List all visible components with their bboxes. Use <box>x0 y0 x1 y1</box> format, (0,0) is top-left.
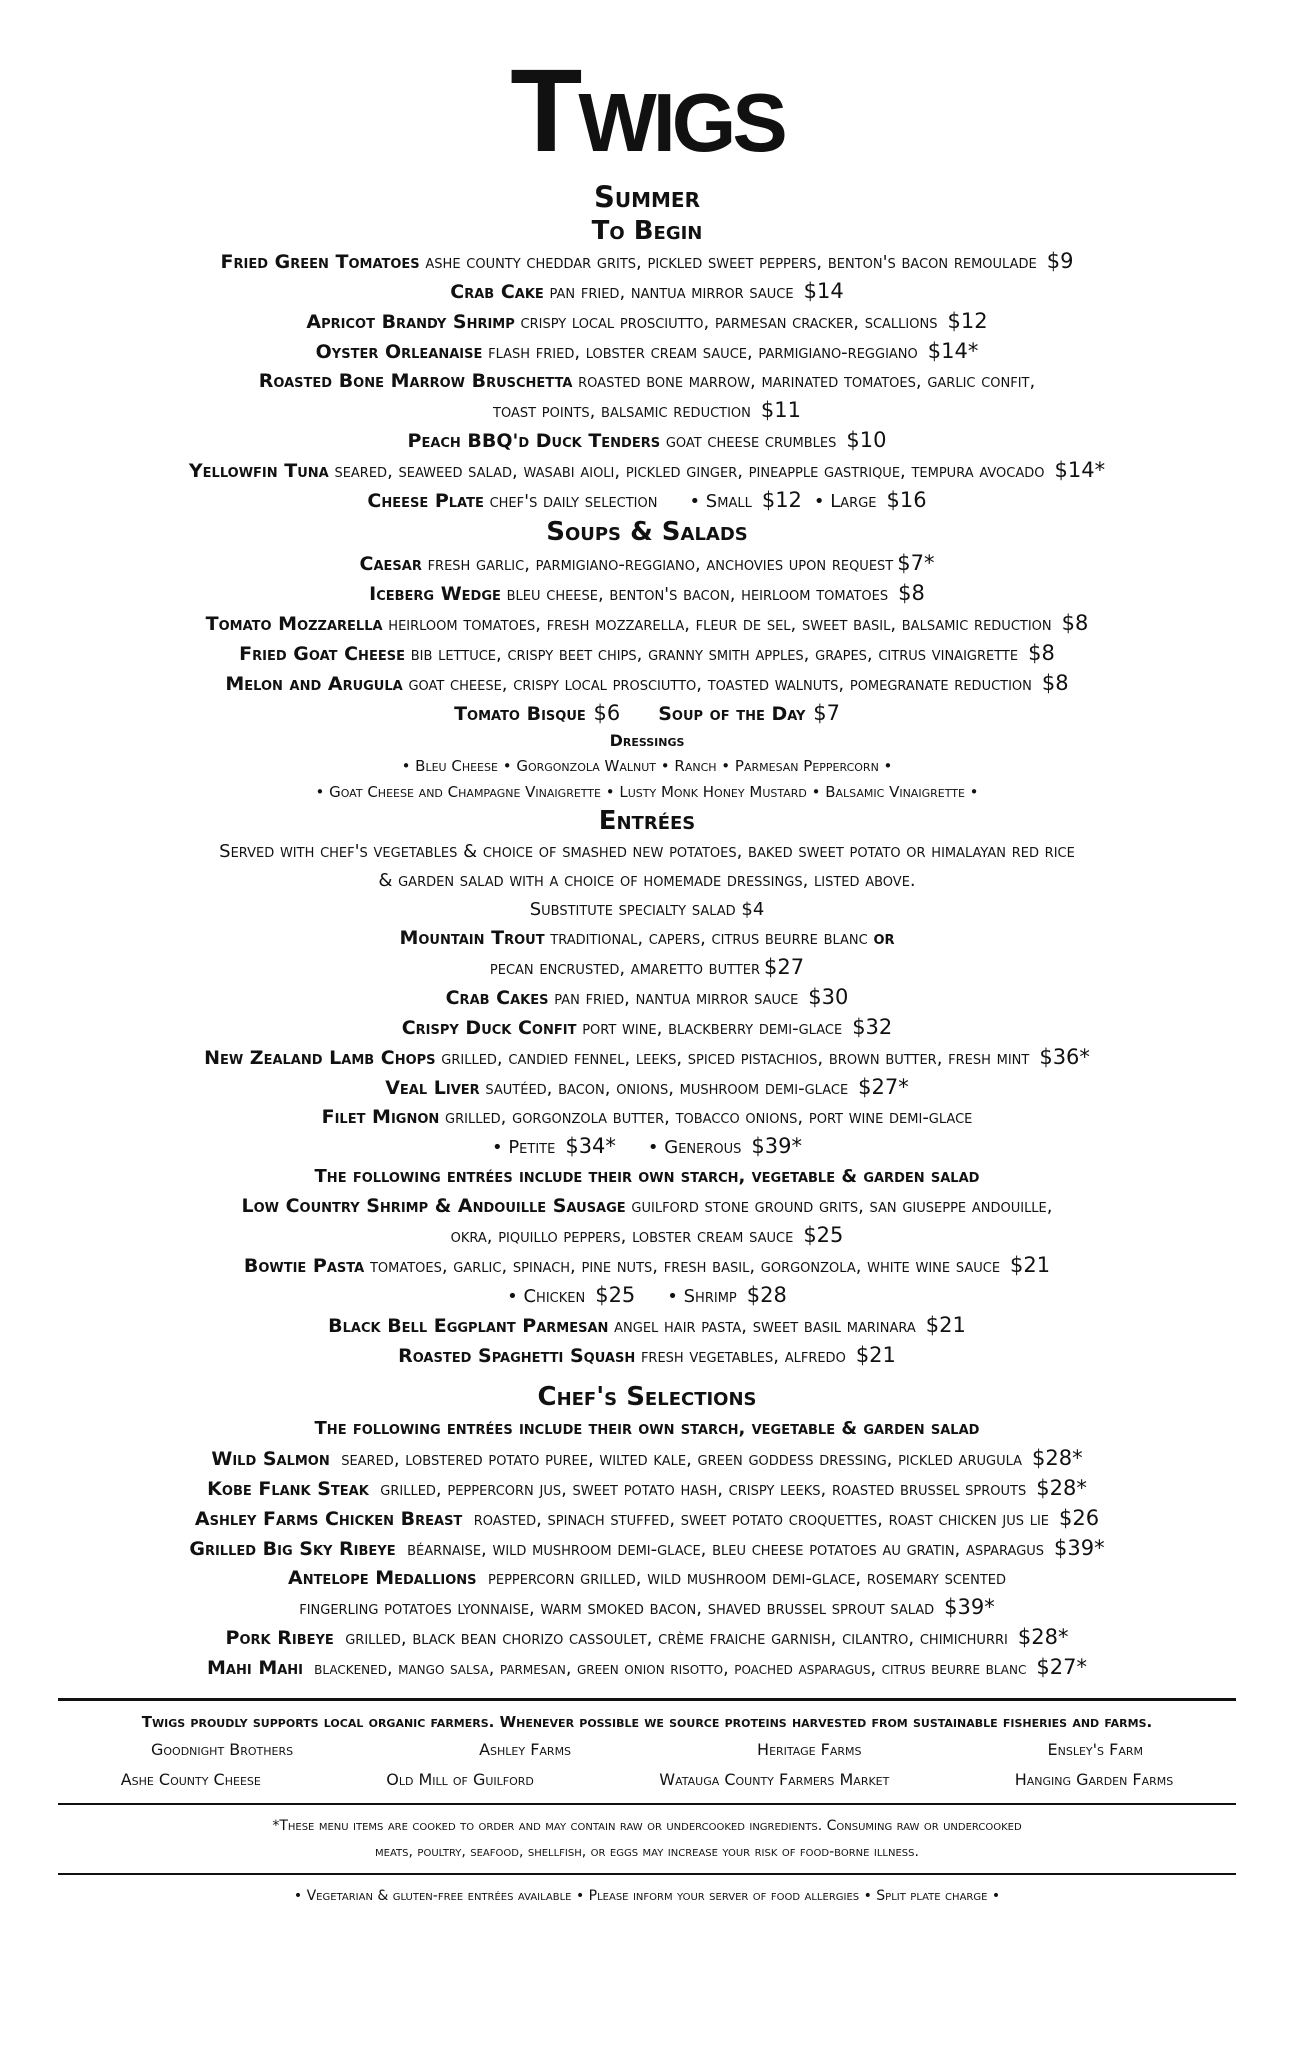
item-price: $8 <box>1028 640 1055 665</box>
item-desc: grilled, peppercorn jus, sweet potato hash, crispy leeks, roasted brussel sprouts <box>380 1478 1027 1500</box>
menu-item-options <box>0 1132 1294 1162</box>
item-name: Roasted Bone Marrow Bruschetta <box>258 370 573 393</box>
option-label: • Chicken <box>507 1286 586 1308</box>
farm-name: Ashley Farms <box>479 1739 572 1759</box>
item-name: Kobe Flank Steak <box>207 1477 369 1500</box>
item-name: Apricot Brandy Shrimp <box>306 311 515 334</box>
item-desc: traditional, capers, citrus beurre blanc <box>550 928 868 950</box>
item-name: Melon and Arugula <box>225 672 403 695</box>
menu-item <box>0 579 1294 609</box>
menu-item <box>0 426 1294 456</box>
item-desc: heirloom tomatoes, fresh mozzarella, fleur de sel, sweet basil, balsamic reduction <box>388 613 1052 635</box>
option-label: • Petite <box>491 1137 556 1159</box>
item-price: $27* <box>858 1075 909 1100</box>
divider <box>58 1873 1236 1909</box>
divider <box>58 1803 1236 1865</box>
item-desc: pan fried, nantua mirror sauce <box>554 988 799 1010</box>
menu-item <box>0 247 1294 277</box>
item-price: $28* <box>1032 1445 1083 1470</box>
item-name: Wild Salmon <box>211 1447 330 1470</box>
item-desc: crispy local prosciutto, parmesan cracker, scallions <box>520 312 938 334</box>
dressings-line: • Goat Cheese and Champagne Vinaigrette • Lusty Monk Honey Mustard • Balsamic Vinaigrette • <box>315 782 979 801</box>
option-price: $39* <box>751 1134 802 1159</box>
item-desc: goat cheese, crispy local prosciutto, toasted walnuts, pomegranate reduction <box>408 673 1032 695</box>
item-name: Filet Mignon <box>321 1106 440 1129</box>
item-desc: pecan encrusted, amaretto butter <box>489 958 760 980</box>
menu-item <box>0 669 1294 699</box>
menu-item <box>0 277 1294 307</box>
item-name: New Zealand Lamb Chops <box>204 1047 436 1070</box>
option-price: $12 <box>761 488 802 513</box>
item-desc: roasted, spinach stuffed, sweet potato croquettes, roast chicken jus lie <box>473 1508 1050 1530</box>
item-desc: fresh garlic, parmigiano-reggiano, anchovies upon request <box>427 553 894 575</box>
support-statement: Twigs proudly supports local organic farmers. Whenever possible we source proteins harvested from sustainable fisheries and farms. <box>141 1712 1153 1731</box>
entrees2-list <box>0 1192 1294 1371</box>
item-price: $32 <box>852 1015 893 1040</box>
item-desc: grilled, gorgonzola butter, tobacco onions, port wine demi-glace <box>445 1107 973 1129</box>
menu-item <box>0 1564 1294 1593</box>
item-name: Ashley Farms Chicken Breast <box>194 1507 463 1530</box>
option-label: • Shrimp <box>667 1286 737 1308</box>
menu-item <box>0 307 1294 337</box>
item-desc: ashe county cheddar grits, pickled sweet peppers, benton's bacon remoulade <box>425 252 1037 274</box>
raw-food-warning: meats, poultry, seafood, shellfish, or eggs may increase your risk of food-borne illness. <box>375 1843 919 1860</box>
menu-item <box>0 1103 1294 1132</box>
menu-item <box>0 486 1294 516</box>
item-price: $7* <box>897 550 935 575</box>
item-desc: flash fried, lobster cream sauce, parmigiano-reggiano <box>488 342 918 364</box>
menu-item <box>0 924 1294 953</box>
item-name: Crispy Duck Confit <box>401 1017 577 1040</box>
menu-item <box>0 639 1294 669</box>
chefs-note: The following entrées include their own starch, vegetable & garden salad <box>314 1417 980 1439</box>
item-desc: fresh vegetables, alfredo <box>640 1346 846 1368</box>
item-price: $39* <box>1054 1535 1105 1560</box>
entrees-list <box>0 924 1294 1162</box>
menu-item-cont <box>0 1593 1294 1623</box>
entrees-intro: Served with chef's vegetables & choice of smashed new potatoes, baked sweet potato or himalayan red rice <box>219 841 1075 863</box>
dressings-title: Dressings <box>609 730 685 750</box>
item-name: Crab Cake <box>450 281 544 304</box>
item-name: Iceberg Wedge <box>369 582 501 605</box>
item-price: $28* <box>1036 1475 1087 1500</box>
menu-item <box>0 1653 1294 1684</box>
item-desc: blackened, mango salsa, parmesan, green onion risotto, poached asparagus, citrus beurre blanc <box>314 1658 1027 1679</box>
menu-item <box>0 1073 1294 1103</box>
item-desc: grilled, candied fennel, leeks, spiced pistachios, brown butter, fresh mint <box>441 1048 1030 1070</box>
item-desc: chef's daily selection <box>489 491 658 513</box>
entrees-intro: Substitute specialty salad $4 <box>529 899 765 921</box>
menu-item <box>0 1534 1294 1564</box>
item-desc: port wine, blackberry demi-glace <box>582 1018 843 1040</box>
item-name: Antelope Medallions <box>287 1566 477 1589</box>
item-desc: toast points, balsamic reduction <box>493 401 751 423</box>
item-price: $14 <box>803 279 844 304</box>
season-title: Summer <box>594 180 700 214</box>
farm-name: Old Mill of Guilford <box>386 1769 534 1789</box>
menu-item <box>0 549 1294 579</box>
farm-name: Goodnight Brothers <box>151 1739 294 1759</box>
entrees-intro: & garden salad with a choice of homemade dressings, listed above. <box>378 870 916 892</box>
item-desc: béarnaise, wild mushroom demi-glace, bleu cheese potatoes au gratin, asparagus <box>407 1538 1045 1560</box>
menu-item-cont <box>0 1221 1294 1251</box>
menu-item <box>0 1341 1294 1371</box>
restaurant-logo: Twigs <box>510 45 784 177</box>
item-desc: bib lettuce, crispy beet chips, granny smith apples, grapes, citrus vinaigrette <box>410 643 1019 665</box>
item-name: Grilled Big Sky Ribeye <box>189 1537 396 1560</box>
menu-page <box>0 45 1294 2052</box>
section-soups-salads: Soups & Salads <box>546 517 748 548</box>
starch-note: The following entrées include their own starch, vegetable & garden salad <box>314 1166 980 1188</box>
item-price: $21 <box>855 1343 896 1368</box>
item-name: Black Bell Eggplant Parmesan <box>328 1315 609 1338</box>
farm-name: Hanging Garden Farms <box>1014 1769 1174 1789</box>
farm-name: Watauga County Farmers Market <box>659 1769 890 1789</box>
item-desc: pan fried, nantua mirror sauce <box>549 282 794 304</box>
menu-item <box>0 337 1294 367</box>
item-name: Caesar <box>359 552 422 575</box>
menu-item <box>0 456 1294 486</box>
item-desc: seared, lobstered potato puree, wilted kale, green goddess dressing, pickled arugula <box>341 1448 1023 1470</box>
section-entrees: Entrées <box>598 805 696 836</box>
item-name: Cheese Plate <box>367 490 484 513</box>
section-chefs-selections: Chef's Selections <box>537 1382 757 1413</box>
item-price: $21 <box>1010 1253 1051 1278</box>
item-price: $14* <box>927 339 979 364</box>
item-name: Fried Goat Cheese <box>239 642 405 665</box>
item-name: Yellowfin Tuna <box>188 460 329 483</box>
soups-salads-list <box>0 549 1294 729</box>
section-to-begin: To Begin <box>591 215 703 246</box>
item-price: $36* <box>1039 1045 1090 1070</box>
item-name: Veal Liver <box>385 1077 480 1100</box>
option-price: $25 <box>595 1283 636 1308</box>
dressings-line: • Bleu Cheese • Gorgonzola Walnut • Ranch • Parmesan Peppercorn • <box>401 756 893 775</box>
item-desc: goat cheese crumbles <box>665 431 837 453</box>
item-name: Pork Ribeye <box>225 1626 334 1649</box>
item-price: $11 <box>760 398 801 423</box>
item-name: Soup of the Day <box>658 702 806 725</box>
item-name: Bowtie Pasta <box>243 1255 365 1278</box>
item-price: $10 <box>846 428 887 453</box>
menu-item <box>0 1444 1294 1474</box>
menu-item <box>0 1251 1294 1281</box>
item-price: $39* <box>944 1594 995 1619</box>
item-price: $8 <box>1061 610 1089 635</box>
raw-food-warning: *These menu items are cooked to order and may contain raw or undercooked ingredients. Consuming raw or undercooked <box>272 1817 1022 1834</box>
to-begin-list <box>0 247 1294 516</box>
item-desc: angel hair pasta, sweet basil marinara <box>614 1316 916 1338</box>
item-name: Mahi Mahi <box>207 1656 304 1679</box>
item-name: Oyster Orleanaise <box>315 341 483 364</box>
item-desc: bleu cheese, benton's bacon, heirloom tomatoes <box>506 583 889 605</box>
menu-item-options <box>0 1281 1294 1311</box>
item-price: $27* <box>1036 1654 1087 1679</box>
item-price: $21 <box>925 1313 966 1338</box>
item-name: Tomato Bisque <box>454 702 586 725</box>
menu-item <box>0 609 1294 639</box>
menu-item <box>0 699 1294 729</box>
item-desc: roasted bone marrow, marinated tomatoes, garlic confit, <box>578 371 1036 393</box>
item-price: $30 <box>808 985 849 1010</box>
item-or: or <box>873 927 895 950</box>
item-price: $25 <box>803 1223 844 1248</box>
option-price: $16 <box>886 488 927 513</box>
item-price: $27 <box>764 955 805 980</box>
option-label: • Large <box>813 491 877 513</box>
option-label: • Small <box>689 491 752 513</box>
item-name: Peach BBQ'd Duck Tenders <box>407 430 661 453</box>
chefs-list <box>0 1444 1294 1684</box>
item-desc: guilford stone ground grits, san giuseppe andouille, <box>631 1196 1053 1218</box>
item-price: $14* <box>1054 458 1106 483</box>
item-name: Low Country Shrimp & Andouille Sausage <box>241 1195 626 1218</box>
menu-item-cont <box>0 396 1294 426</box>
menu-item-cont <box>0 953 1294 983</box>
item-price: $6 <box>593 700 621 725</box>
menu-item <box>0 1623 1294 1653</box>
item-desc: seared, seaweed salad, wasabi aioli, pickled ginger, pineapple gastrique, tempura avocado <box>334 461 1045 483</box>
item-desc: fingerling potatoes lyonnaise, warm smoked bacon, shaved brussel sprout salad <box>299 1597 935 1619</box>
footer <box>58 1698 1236 1909</box>
item-desc: grilled, black bean chorizo cassoulet, crème fraiche garnish, cilantro, chimichurri <box>345 1627 1008 1649</box>
farms-row <box>58 1765 1236 1795</box>
item-name: Roasted Spaghetti Squash <box>398 1345 636 1368</box>
item-desc: sautéed, bacon, onions, mushroom demi-glace <box>485 1078 849 1100</box>
item-price: $8 <box>898 580 925 605</box>
item-price: $28* <box>1017 1624 1069 1649</box>
menu-item <box>0 1192 1294 1221</box>
option-price: $34* <box>565 1134 616 1159</box>
item-desc: okra, piquillo peppers, lobster cream sauce <box>450 1226 794 1248</box>
farm-name: Heritage Farms <box>757 1739 862 1759</box>
menu-item <box>0 1311 1294 1341</box>
item-price: $26 <box>1059 1505 1100 1530</box>
item-desc: tomatoes, garlic, spinach, pine nuts, fresh basil, gorgonzola, white wine sauce <box>369 1256 1001 1278</box>
item-price: $7 <box>813 700 840 725</box>
bottom-note: • Vegetarian & gluten-free entrées available • Please inform your server of food allergies • Split plate charge • <box>293 1887 1001 1904</box>
item-price: $12 <box>947 309 988 334</box>
option-label: • Generous <box>647 1137 742 1159</box>
item-name: Crab Cakes <box>445 987 549 1010</box>
farm-name: Ensley's Farm <box>1047 1739 1143 1759</box>
menu-item <box>0 1013 1294 1043</box>
farm-name: Ashe County Cheese <box>120 1769 261 1789</box>
item-name: Fried Green Tomatoes <box>220 251 420 274</box>
item-name: Mountain Trout <box>399 927 545 950</box>
menu-item <box>0 367 1294 396</box>
menu-item <box>0 1504 1294 1534</box>
menu-item <box>0 1474 1294 1504</box>
item-name: Tomato Mozzarella <box>205 612 383 635</box>
option-price: $28 <box>746 1283 787 1308</box>
item-price: $8 <box>1041 670 1069 695</box>
item-desc: peppercorn grilled, wild mushroom demi-glace, rosemary scented <box>488 1567 1007 1589</box>
farms-row <box>58 1735 1236 1765</box>
item-price: $9 <box>1046 249 1074 274</box>
menu-item <box>0 1043 1294 1073</box>
menu-item <box>0 983 1294 1013</box>
